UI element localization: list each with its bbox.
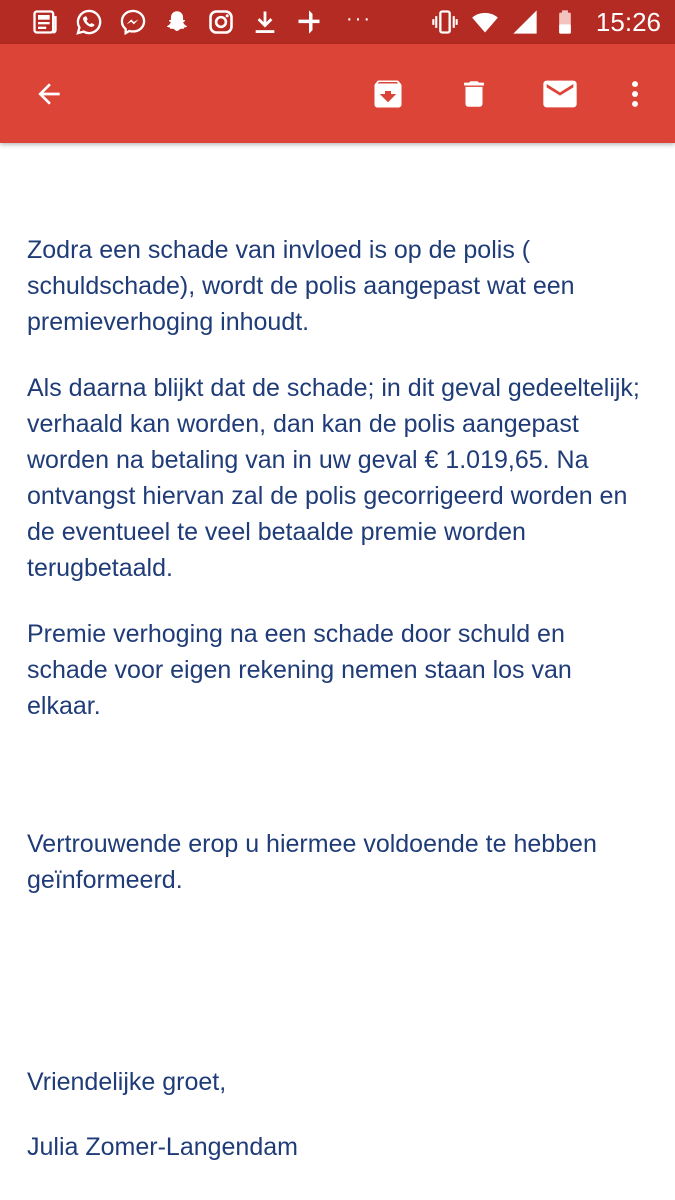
transit-icon	[294, 7, 324, 37]
sender-signature: Julia Zomer-Langendam	[27, 1133, 298, 1161]
more-options-button[interactable]	[607, 66, 663, 122]
vibrate-icon	[430, 7, 460, 37]
system-icons	[430, 7, 661, 38]
snapchat-icon	[162, 7, 192, 37]
battery-icon	[550, 7, 580, 37]
more-vert-icon	[618, 77, 652, 111]
back-button[interactable]	[21, 66, 77, 122]
message-paragraph: Als daarna blijkt dat de schade; in dit geval gedeeltelijk; verhaald kan worden, dan kan de polis aangepast worden na betaling van in uw geval € 1.019,65. Na ontvangst hiervan zal de polis gecorrigeerd worden en de eventueel te veel betaalde premie worden terugbetaald.	[27, 374, 640, 582]
closing-greeting: Vriendelijke groet,	[27, 1068, 227, 1096]
cell-signal-icon	[510, 7, 540, 37]
download-icon	[250, 7, 280, 37]
message-paragraph: Premie verhoging na een schade door schuld en schade voor eigen rekening nemen staan los van elkaar.	[27, 620, 572, 720]
status-bar	[0, 0, 675, 44]
messenger-icon	[118, 7, 148, 37]
wifi-icon	[470, 7, 500, 37]
delete-button[interactable]	[446, 66, 502, 122]
instagram-icon	[206, 7, 236, 37]
notification-icons	[30, 7, 324, 37]
delete-icon	[457, 77, 491, 111]
message-paragraph: Vertrouwende erop u hiermee voldoende te hebben geïnformeerd.	[27, 830, 597, 894]
mark-unread-icon	[540, 74, 580, 114]
message-body	[27, 232, 652, 1165]
archive-button[interactable]	[360, 66, 416, 122]
message-paragraph: Zodra een schade van invloed is op de polis ( schuldschade), wordt de polis aangepast wat een premieverhoging inhoudt.	[27, 236, 575, 336]
news-icon	[30, 7, 60, 37]
archive-icon	[370, 76, 406, 112]
whatsapp-icon	[74, 7, 104, 37]
mark-unread-button[interactable]	[532, 66, 588, 122]
more-notifications-indicator: ···	[346, 8, 372, 30]
status-time: 15:26	[595, 6, 661, 37]
app-bar	[0, 44, 675, 143]
back-arrow-icon	[33, 78, 65, 110]
